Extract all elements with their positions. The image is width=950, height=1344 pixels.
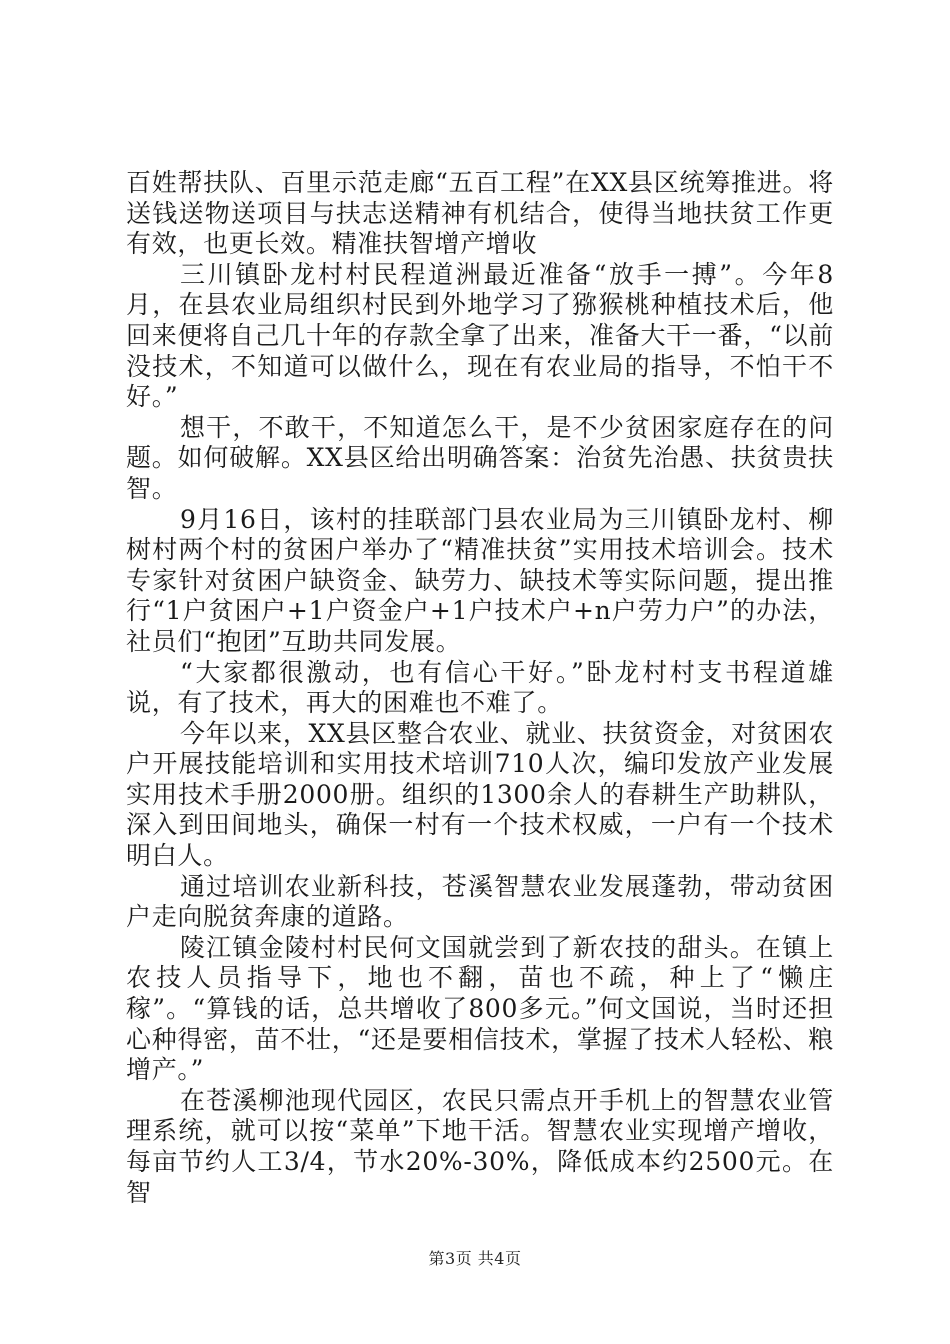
article-body (126, 168, 834, 1208)
paragraph-5: “大家都很激动，也有信心干好。”卧龙村村支书程道雄说，有了技术，再大的困难也不难了。 (126, 657, 834, 718)
paragraph-1: 百姓帮扶队、百里示范走廊“五百工程”在XX县区统筹推进。将送钱送物送项目与扶志送精神有机结合，使得当地扶贫工作更有效，也更长效。精准扶智增产增收 (126, 168, 834, 259)
paragraph-7: 通过培训农业新科技，苍溪智慧农业发展蓬勃，带动贫困户走向脱贫奔康的道路。 (126, 871, 834, 932)
paragraph-6: 今年以来，XX县区整合农业、就业、扶贫资金，对贫困农户开展技能培训和实用技术培训710人次，编印发放产业发展实用技术手册2000册。组织的1300余人的春耕生产助耕队，深入到田间地头，确保一村有一个技术权威，一户有一个技术明白人。 (126, 718, 834, 871)
paragraph-4: 9月16日，该村的挂联部门县农业局为三川镇卧龙村、柳树村两个村的贫困户举办了“精准扶贫”实用技术培训会。技术专家针对贫困户缺资金、缺劳力、缺技术等实际问题，提出推行“1户贫困户+1户资金户+1户技术户+n户劳力户”的办法，社员们“抱团”互助共同发展。 (126, 504, 834, 656)
paragraph-2: 三川镇卧龙村村民程道洲最近准备“放手一搏”。今年8月，在县农业局组织村民到外地学习了猕猴桃种植技术后，他回来便将自己几十年的存款全拿了出来，准备大干一番，“以前没技术，不知道可以做什么，现在有农业局的指导，不怕干不好。” (126, 259, 834, 412)
paragraph-3: 想干，不敢干，不知道怎么干，是不少贫困家庭存在的问题。如何破解。XX县区给出明确答案：治贫先治愚、扶贫贵扶智。 (126, 412, 834, 503)
page-number-footer: 第3页 共4页 (428, 1249, 522, 1268)
paragraph-9: 在苍溪柳池现代园区，农民只需点开手机上的智慧农业管理系统，就可以按“菜单”下地干活。智慧农业实现增产增收，每亩节约人工3/4，节水20%-30%，降低成本约2500元。在智 (126, 1085, 834, 1207)
paragraph-8: 陵江镇金陵村村民何文国就尝到了新农技的甜头。在镇上农技人员指导下，地也不翻，苗也不疏，种上了“懒庄稼”。“算钱的话，总共增收了800多元。”何文国说，当时还担心种得密，苗不壮，“还是要相信技术，掌握了技术人轻松、粮增产。” (126, 932, 834, 1085)
